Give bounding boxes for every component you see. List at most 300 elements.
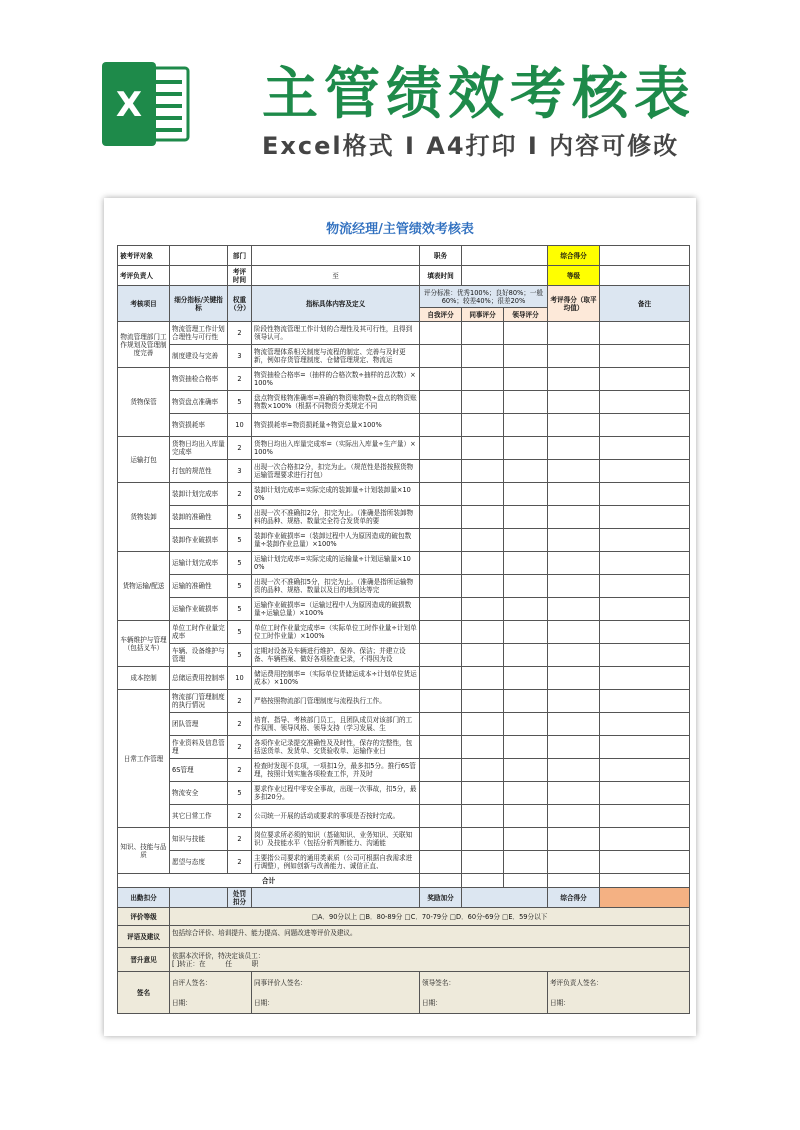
peer-score-cell[interactable] bbox=[462, 368, 504, 391]
indicator-cell: 物流管理工作计划合理性与可行性 bbox=[170, 322, 228, 345]
content-cell: 出现一次不准确扣5分，扣完为止。（准确是指所运输物资的品种、规格、数量以及目的地到达等完 bbox=[252, 575, 420, 598]
peer-score-cell[interactable] bbox=[462, 529, 504, 552]
total-final[interactable] bbox=[548, 874, 600, 888]
position-value[interactable] bbox=[462, 246, 548, 266]
peer-sign-label: 同事评价人签名： bbox=[254, 978, 307, 987]
peer-score-cell[interactable] bbox=[462, 644, 504, 667]
remark-cell[interactable] bbox=[600, 391, 690, 414]
indicator-cell: 物流安全 bbox=[170, 782, 228, 805]
leader-score-cell[interactable] bbox=[504, 713, 548, 736]
weight-cell: 2 bbox=[228, 828, 252, 851]
col-weight: 权重（分） bbox=[228, 286, 252, 322]
peer-score-cell[interactable] bbox=[462, 506, 504, 529]
self-score-cell[interactable] bbox=[420, 690, 462, 713]
remark-cell[interactable] bbox=[600, 483, 690, 506]
content-cell: 岗位要求所必须的知识（基础知识、业务知识、关联知识）及技能水平（包括分析判断能力、沟通能 bbox=[252, 828, 420, 851]
final-score-value[interactable] bbox=[600, 888, 690, 908]
leader-score-cell[interactable] bbox=[504, 552, 548, 575]
final-score-cell[interactable] bbox=[548, 322, 600, 345]
content-cell: 培育、指导、考核部门员工，且团队成员对该部门的工作氛围、领导风格、领导支持（学习发展、生 bbox=[252, 713, 420, 736]
evaluator-value[interactable] bbox=[170, 266, 228, 286]
promotion-line-1: 依据本次评价，特决定该员工： bbox=[172, 951, 265, 960]
remark-cell[interactable] bbox=[600, 506, 690, 529]
weight-cell: 5 bbox=[228, 644, 252, 667]
total-peer[interactable] bbox=[462, 874, 504, 888]
evaluator-sign-cell[interactable] bbox=[548, 972, 690, 1014]
final-score-cell[interactable] bbox=[548, 851, 600, 874]
table-row bbox=[118, 506, 690, 529]
self-score-cell[interactable] bbox=[420, 736, 462, 759]
content-cell: 装卸计划完成率=实际完成的装卸量÷计划装卸量×100% bbox=[252, 483, 420, 506]
leader-score-cell[interactable] bbox=[504, 506, 548, 529]
leader-score-cell[interactable] bbox=[504, 437, 548, 460]
remark-cell[interactable] bbox=[600, 736, 690, 759]
peer-score-cell[interactable] bbox=[462, 828, 504, 851]
indicator-cell: 打包的规范性 bbox=[170, 460, 228, 483]
promotion-line-2: [ ]转正：在 任 职 bbox=[172, 959, 259, 968]
weight-cell: 10 bbox=[228, 414, 252, 437]
indicator-cell: 物资抽检合格率 bbox=[170, 368, 228, 391]
group-name: 货物装卸 bbox=[118, 483, 170, 552]
weight-cell: 2 bbox=[228, 805, 252, 828]
remark-cell[interactable] bbox=[600, 644, 690, 667]
group-name: 成本控制 bbox=[118, 667, 170, 690]
indicator-cell: 装卸计划完成率 bbox=[170, 483, 228, 506]
table-row bbox=[118, 598, 690, 621]
attendance-label: 出勤扣分 bbox=[118, 888, 170, 908]
remark-cell[interactable] bbox=[600, 805, 690, 828]
peer-sign-cell[interactable] bbox=[252, 972, 420, 1014]
content-cell: 公司统一开展的活动或要求的事项是否按时完成。 bbox=[252, 805, 420, 828]
final-score-cell[interactable] bbox=[548, 506, 600, 529]
period-label: 考评时间 bbox=[228, 266, 252, 286]
peer-score-cell[interactable] bbox=[462, 598, 504, 621]
col-final: 考评得分（取平均值） bbox=[548, 286, 600, 322]
content-cell: 装卸作业破损率=（装卸过程中人为原因造成的破包数量÷装卸作业总量）×100% bbox=[252, 529, 420, 552]
self-score-cell[interactable] bbox=[420, 437, 462, 460]
page-header bbox=[0, 0, 800, 195]
table-row bbox=[118, 414, 690, 437]
peer-score-cell[interactable] bbox=[462, 713, 504, 736]
promotion-row bbox=[118, 948, 690, 972]
bonus-label: 奖励加分 bbox=[420, 888, 462, 908]
final-score-cell[interactable] bbox=[548, 782, 600, 805]
leader-score-cell[interactable] bbox=[504, 805, 548, 828]
indicator-cell: 知识与技能 bbox=[170, 828, 228, 851]
group-name: 货物运输/配送 bbox=[118, 552, 170, 621]
final-score-cell[interactable] bbox=[548, 805, 600, 828]
remark-cell[interactable] bbox=[600, 828, 690, 851]
dept-value[interactable] bbox=[252, 246, 420, 266]
remark-cell[interactable] bbox=[600, 759, 690, 782]
peer-score-cell[interactable] bbox=[462, 667, 504, 690]
leader-sign-label: 领导签名： bbox=[422, 978, 455, 987]
indicator-cell: 单位工时作业量完成率 bbox=[170, 621, 228, 644]
remark-cell[interactable] bbox=[600, 368, 690, 391]
content-cell: 货物日均出入库量完成率=（实际出入库量÷生产量）×100% bbox=[252, 437, 420, 460]
weight-cell: 2 bbox=[228, 713, 252, 736]
weight-cell: 2 bbox=[228, 690, 252, 713]
col-peer: 同事评分 bbox=[462, 308, 504, 322]
leader-score-cell[interactable] bbox=[504, 667, 548, 690]
final-score-cell[interactable] bbox=[548, 598, 600, 621]
weight-cell: 2 bbox=[228, 736, 252, 759]
final-score-cell[interactable] bbox=[548, 621, 600, 644]
final-score-cell[interactable] bbox=[548, 529, 600, 552]
col-content: 指标具体内容及定义 bbox=[252, 286, 420, 322]
evaluator-label: 考评负责人 bbox=[118, 266, 170, 286]
content-cell: 出现一次不准确扣2分，扣完为止。（准确是指所装卸物料的品种、规格、数量完全符合发货单的要 bbox=[252, 506, 420, 529]
remark-cell[interactable] bbox=[600, 322, 690, 345]
peer-score-cell[interactable] bbox=[462, 414, 504, 437]
total-remark[interactable] bbox=[600, 874, 690, 888]
date-label: 日期： bbox=[550, 998, 570, 1007]
self-score-cell[interactable] bbox=[420, 368, 462, 391]
sign-row bbox=[118, 972, 690, 1014]
deduction-row bbox=[118, 888, 690, 908]
self-score-cell[interactable] bbox=[420, 483, 462, 506]
leader-score-cell[interactable] bbox=[504, 345, 548, 368]
content-cell: 定期对设备及车辆进行维护、保养、保洁；并建立设备、车辆档案、做好各项检查记录，不得因为设 bbox=[252, 644, 420, 667]
date-label: 日期： bbox=[422, 998, 442, 1007]
table-row bbox=[118, 851, 690, 874]
remark-cell[interactable] bbox=[600, 575, 690, 598]
table-row bbox=[118, 621, 690, 644]
evaluator-sign-label: 考评负责人签名： bbox=[550, 978, 603, 987]
self-score-cell[interactable] bbox=[420, 322, 462, 345]
leader-score-cell[interactable] bbox=[504, 391, 548, 414]
peer-score-cell[interactable] bbox=[462, 575, 504, 598]
table-row bbox=[118, 437, 690, 460]
content-cell: 检查时发现不良项，一项扣1分，最多扣5分。推行6S管理，按照计划实施各项检查工作，并及时 bbox=[252, 759, 420, 782]
content-cell: 各项作业记录提交准确性及及时性，保存的完整性，包括送货单、发货单、交货验收单、运输作业日 bbox=[252, 736, 420, 759]
indicator-cell: 装卸作业破损率 bbox=[170, 529, 228, 552]
self-score-cell[interactable] bbox=[420, 529, 462, 552]
grade-value[interactable] bbox=[600, 266, 690, 286]
leader-score-cell[interactable] bbox=[504, 322, 548, 345]
weight-cell: 5 bbox=[228, 621, 252, 644]
attendance-value[interactable] bbox=[170, 888, 228, 908]
content-cell: 运输作业破损率=（运输过程中人为原因造成的破损数量÷运输总量）×100% bbox=[252, 598, 420, 621]
table-row bbox=[118, 460, 690, 483]
remark-cell[interactable] bbox=[600, 529, 690, 552]
self-score-cell[interactable] bbox=[420, 828, 462, 851]
indicator-cell: 运输的准确性 bbox=[170, 575, 228, 598]
remark-cell[interactable] bbox=[600, 782, 690, 805]
self-sign-label: 自评人签名： bbox=[172, 978, 212, 987]
leader-score-cell[interactable] bbox=[504, 828, 548, 851]
peer-score-cell[interactable] bbox=[462, 690, 504, 713]
leader-sign-cell[interactable] bbox=[420, 972, 548, 1014]
promotion-text[interactable] bbox=[170, 948, 690, 972]
final-score-cell[interactable] bbox=[548, 552, 600, 575]
final-score-cell[interactable] bbox=[548, 483, 600, 506]
table-row bbox=[118, 575, 690, 598]
final-score-cell[interactable] bbox=[548, 391, 600, 414]
remark-cell[interactable] bbox=[600, 690, 690, 713]
final-score-cell[interactable] bbox=[548, 736, 600, 759]
content-cell: 要求作业过程中零安全事故，出现一次事故，扣5分，最多扣20分。 bbox=[252, 782, 420, 805]
table-row bbox=[118, 805, 690, 828]
self-score-cell[interactable] bbox=[420, 782, 462, 805]
leader-score-cell[interactable] bbox=[504, 621, 548, 644]
content-cell: 物资损耗率=物资损耗量÷物资总量×100% bbox=[252, 414, 420, 437]
page-subtitle: Excel格式 I A4打印 I 内容可修改 bbox=[262, 132, 680, 160]
final-score-cell[interactable] bbox=[548, 460, 600, 483]
remark-cell[interactable] bbox=[600, 667, 690, 690]
group-name: 货物保管 bbox=[118, 368, 170, 437]
remark-cell[interactable] bbox=[600, 713, 690, 736]
weight-cell: 5 bbox=[228, 529, 252, 552]
evaluee-label: 被考评对象 bbox=[118, 246, 170, 266]
leader-score-cell[interactable] bbox=[504, 414, 548, 437]
col-leader: 领导评分 bbox=[504, 308, 548, 322]
sign-label: 签名 bbox=[118, 972, 170, 1014]
col-remark: 备注 bbox=[600, 286, 690, 322]
remark-cell[interactable] bbox=[600, 598, 690, 621]
total-leader[interactable] bbox=[504, 874, 548, 888]
content-cell: 出现一次合格扣2分，扣完为止。（规范性是指按照货物运输管理要求进行打包） bbox=[252, 460, 420, 483]
comment-text[interactable]: 包括综合评价、培训提升、能力提高、问题改进等评价及建议。 bbox=[170, 926, 690, 948]
col-standard: 评分标准：优秀100%；良好80%；一般60%；较差40%；很差20% bbox=[420, 286, 548, 308]
final-score-cell[interactable] bbox=[548, 644, 600, 667]
table-row bbox=[118, 759, 690, 782]
indicator-cell: 制度建设与完善 bbox=[170, 345, 228, 368]
group-name: 物流管理部门工作规划及管理制度完善 bbox=[118, 322, 170, 368]
weight-cell: 3 bbox=[228, 460, 252, 483]
peer-score-cell[interactable] bbox=[462, 391, 504, 414]
final-score-cell[interactable] bbox=[548, 345, 600, 368]
peer-score-cell[interactable] bbox=[462, 851, 504, 874]
weight-cell: 2 bbox=[228, 437, 252, 460]
table-row bbox=[118, 368, 690, 391]
peer-score-cell[interactable] bbox=[462, 483, 504, 506]
group-name: 运输打包 bbox=[118, 437, 170, 483]
total-row bbox=[118, 874, 690, 888]
penalty-value[interactable] bbox=[252, 888, 420, 908]
page-title: 主管绩效考核表 bbox=[262, 62, 696, 127]
content-cell: 物资抽检合格率=（抽样的合格次数÷抽样的总次数）×100% bbox=[252, 368, 420, 391]
self-score-cell[interactable] bbox=[420, 598, 462, 621]
date-label: 日期： bbox=[172, 998, 192, 1007]
remark-cell[interactable] bbox=[600, 460, 690, 483]
peer-score-cell[interactable] bbox=[462, 736, 504, 759]
content-cell: 主要指公司要求的通用类素质（公司可根据自我需求进行调整），例如创新与改善能力、诚信正直、 bbox=[252, 851, 420, 874]
weight-cell: 10 bbox=[228, 667, 252, 690]
content-cell: 储运费用控制率=（实际单位货储运成本÷计划单位货运成本）×100% bbox=[252, 667, 420, 690]
indicator-cell: 物流部门管理制度的执行情况 bbox=[170, 690, 228, 713]
group-name: 车辆维护与管理（包括叉车） bbox=[118, 621, 170, 667]
weight-cell: 5 bbox=[228, 575, 252, 598]
indicator-cell: 货物日均出入库量完成率 bbox=[170, 437, 228, 460]
table-row bbox=[118, 483, 690, 506]
evaluation-table bbox=[117, 245, 690, 1014]
leader-score-cell[interactable] bbox=[504, 759, 548, 782]
leader-score-cell[interactable] bbox=[504, 644, 548, 667]
peer-score-cell[interactable] bbox=[462, 345, 504, 368]
weight-cell: 3 bbox=[228, 345, 252, 368]
self-score-cell[interactable] bbox=[420, 759, 462, 782]
leader-score-cell[interactable] bbox=[504, 598, 548, 621]
final-score-cell[interactable] bbox=[548, 713, 600, 736]
self-score-cell[interactable] bbox=[420, 460, 462, 483]
content-cell: 运输计划完成率=实际完成的运输量÷计划运输量×100% bbox=[252, 552, 420, 575]
weight-cell: 5 bbox=[228, 598, 252, 621]
final-score-cell[interactable] bbox=[548, 437, 600, 460]
content-cell: 单位工时作业量完成率=（实际单位工时作业量÷计划单位工时作业量）×100% bbox=[252, 621, 420, 644]
self-score-cell[interactable] bbox=[420, 345, 462, 368]
indicator-cell: 物资盘点准确率 bbox=[170, 391, 228, 414]
leader-score-cell[interactable] bbox=[504, 483, 548, 506]
weight-cell: 5 bbox=[228, 782, 252, 805]
dept-label: 部门 bbox=[228, 246, 252, 266]
self-score-cell[interactable] bbox=[420, 851, 462, 874]
remark-cell[interactable] bbox=[600, 345, 690, 368]
table-row bbox=[118, 345, 690, 368]
self-score-cell[interactable] bbox=[420, 575, 462, 598]
self-score-cell[interactable] bbox=[420, 552, 462, 575]
leader-score-cell[interactable] bbox=[504, 575, 548, 598]
indicator-cell: 物资损耗率 bbox=[170, 414, 228, 437]
peer-score-cell[interactable] bbox=[462, 552, 504, 575]
logo-letter: X bbox=[115, 85, 143, 125]
fill-time-value[interactable] bbox=[462, 266, 548, 286]
period-to: 至 bbox=[252, 266, 420, 286]
table-row bbox=[118, 322, 690, 345]
bonus-value[interactable] bbox=[462, 888, 548, 908]
table-row bbox=[118, 828, 690, 851]
table-row bbox=[118, 713, 690, 736]
content-cell: 物流管理体系相关制度与流程的制定、完善与及时更新，例如存货管理制度、仓储管理规定、物流运 bbox=[252, 345, 420, 368]
final-score-label: 综合得分 bbox=[548, 888, 600, 908]
position-label: 职务 bbox=[420, 246, 462, 266]
grade-label: 等级 bbox=[548, 266, 600, 286]
peer-score-cell[interactable] bbox=[462, 460, 504, 483]
col-item: 考核项目 bbox=[118, 286, 170, 322]
total-score-value[interactable] bbox=[600, 246, 690, 266]
weight-cell: 2 bbox=[228, 851, 252, 874]
self-score-cell[interactable] bbox=[420, 644, 462, 667]
weight-cell: 5 bbox=[228, 552, 252, 575]
final-score-cell[interactable] bbox=[548, 368, 600, 391]
peer-score-cell[interactable] bbox=[462, 805, 504, 828]
content-cell: 盘点物资账物准确率=准确的物资账物数÷盘点的物资账物数×100%（根据不同物资分类规定不同 bbox=[252, 391, 420, 414]
weight-cell: 2 bbox=[228, 483, 252, 506]
self-sign-cell[interactable] bbox=[170, 972, 252, 1014]
remark-cell[interactable] bbox=[600, 851, 690, 874]
table-row bbox=[118, 736, 690, 759]
weight-cell: 5 bbox=[228, 506, 252, 529]
leader-score-cell[interactable] bbox=[504, 782, 548, 805]
total-label: 合计 bbox=[118, 874, 420, 888]
weight-cell: 2 bbox=[228, 368, 252, 391]
remark-cell[interactable] bbox=[600, 437, 690, 460]
self-score-cell[interactable] bbox=[420, 667, 462, 690]
table-row bbox=[118, 782, 690, 805]
promotion-label: 晋升意见 bbox=[118, 948, 170, 972]
content-cell: 阶段性物流管理工作计划的合理性及其可行性，且得到领导认可。 bbox=[252, 322, 420, 345]
group-name: 日常工作管理 bbox=[118, 690, 170, 828]
weight-cell: 5 bbox=[228, 391, 252, 414]
final-score-cell[interactable] bbox=[548, 828, 600, 851]
final-score-cell[interactable] bbox=[548, 690, 600, 713]
final-score-cell[interactable] bbox=[548, 759, 600, 782]
table-row bbox=[118, 552, 690, 575]
indicator-cell: 装卸的准确性 bbox=[170, 506, 228, 529]
weight-cell: 2 bbox=[228, 759, 252, 782]
self-score-cell[interactable] bbox=[420, 506, 462, 529]
grade-row bbox=[118, 908, 690, 926]
date-label: 日期： bbox=[254, 998, 274, 1007]
penalty-label: 处罚扣分 bbox=[228, 888, 252, 908]
leader-score-cell[interactable] bbox=[504, 529, 548, 552]
leader-score-cell[interactable] bbox=[504, 851, 548, 874]
content-cell: 严格按照物流部门管理制度与流程执行工作。 bbox=[252, 690, 420, 713]
indicator-cell: 愿望与态度 bbox=[170, 851, 228, 874]
weight-cell: 2 bbox=[228, 322, 252, 345]
indicator-cell: 团队管理 bbox=[170, 713, 228, 736]
self-score-cell[interactable] bbox=[420, 414, 462, 437]
sheet-title: 物流经理/主管绩效考核表 bbox=[326, 222, 474, 237]
self-score-cell[interactable] bbox=[420, 621, 462, 644]
final-score-cell[interactable] bbox=[548, 414, 600, 437]
total-self[interactable] bbox=[420, 874, 462, 888]
peer-score-cell[interactable] bbox=[462, 782, 504, 805]
excel-icon bbox=[100, 58, 192, 150]
grade-options[interactable]: □A．90分以上 □B．80-89分 □C．70-79分 □D．60分-69分 □E．59分以下 bbox=[170, 908, 690, 926]
final-score-cell[interactable] bbox=[548, 667, 600, 690]
self-score-cell[interactable] bbox=[420, 805, 462, 828]
table-row bbox=[118, 391, 690, 414]
evaluee-value[interactable] bbox=[170, 246, 228, 266]
table-row bbox=[118, 690, 690, 713]
total-score-label: 综合得分 bbox=[548, 246, 600, 266]
table-row bbox=[118, 529, 690, 552]
col-indicator: 细分指标/关键指标 bbox=[170, 286, 228, 322]
remark-cell[interactable] bbox=[600, 414, 690, 437]
indicator-cell: 作业资料及信息管理 bbox=[170, 736, 228, 759]
grade-row-label: 评价等级 bbox=[118, 908, 170, 926]
indicator-cell: 6S管理 bbox=[170, 759, 228, 782]
comment-label: 评语及建议 bbox=[118, 926, 170, 948]
fill-time-label: 填表时间 bbox=[420, 266, 462, 286]
table-row bbox=[118, 667, 690, 690]
final-score-cell[interactable] bbox=[548, 575, 600, 598]
indicator-cell: 总储运费用控制率 bbox=[170, 667, 228, 690]
col-self: 自我评分 bbox=[420, 308, 462, 322]
indicator-cell: 运输计划完成率 bbox=[170, 552, 228, 575]
leader-score-cell[interactable] bbox=[504, 460, 548, 483]
table-row bbox=[118, 644, 690, 667]
indicator-cell: 其它日常工作 bbox=[170, 805, 228, 828]
self-score-cell[interactable] bbox=[420, 713, 462, 736]
comment-row bbox=[118, 926, 690, 948]
leader-score-cell[interactable] bbox=[504, 736, 548, 759]
peer-score-cell[interactable] bbox=[462, 759, 504, 782]
indicator-cell: 运输作业破损率 bbox=[170, 598, 228, 621]
leader-score-cell[interactable] bbox=[504, 690, 548, 713]
peer-score-cell[interactable] bbox=[462, 437, 504, 460]
leader-score-cell[interactable] bbox=[504, 368, 548, 391]
peer-score-cell[interactable] bbox=[462, 621, 504, 644]
remark-cell[interactable] bbox=[600, 552, 690, 575]
peer-score-cell[interactable] bbox=[462, 322, 504, 345]
spreadsheet-preview bbox=[104, 198, 696, 1036]
self-score-cell[interactable] bbox=[420, 391, 462, 414]
group-name: 知识、技能与品质 bbox=[118, 828, 170, 874]
indicator-cell: 车辆、设备维护与管理 bbox=[170, 644, 228, 667]
remark-cell[interactable] bbox=[600, 621, 690, 644]
